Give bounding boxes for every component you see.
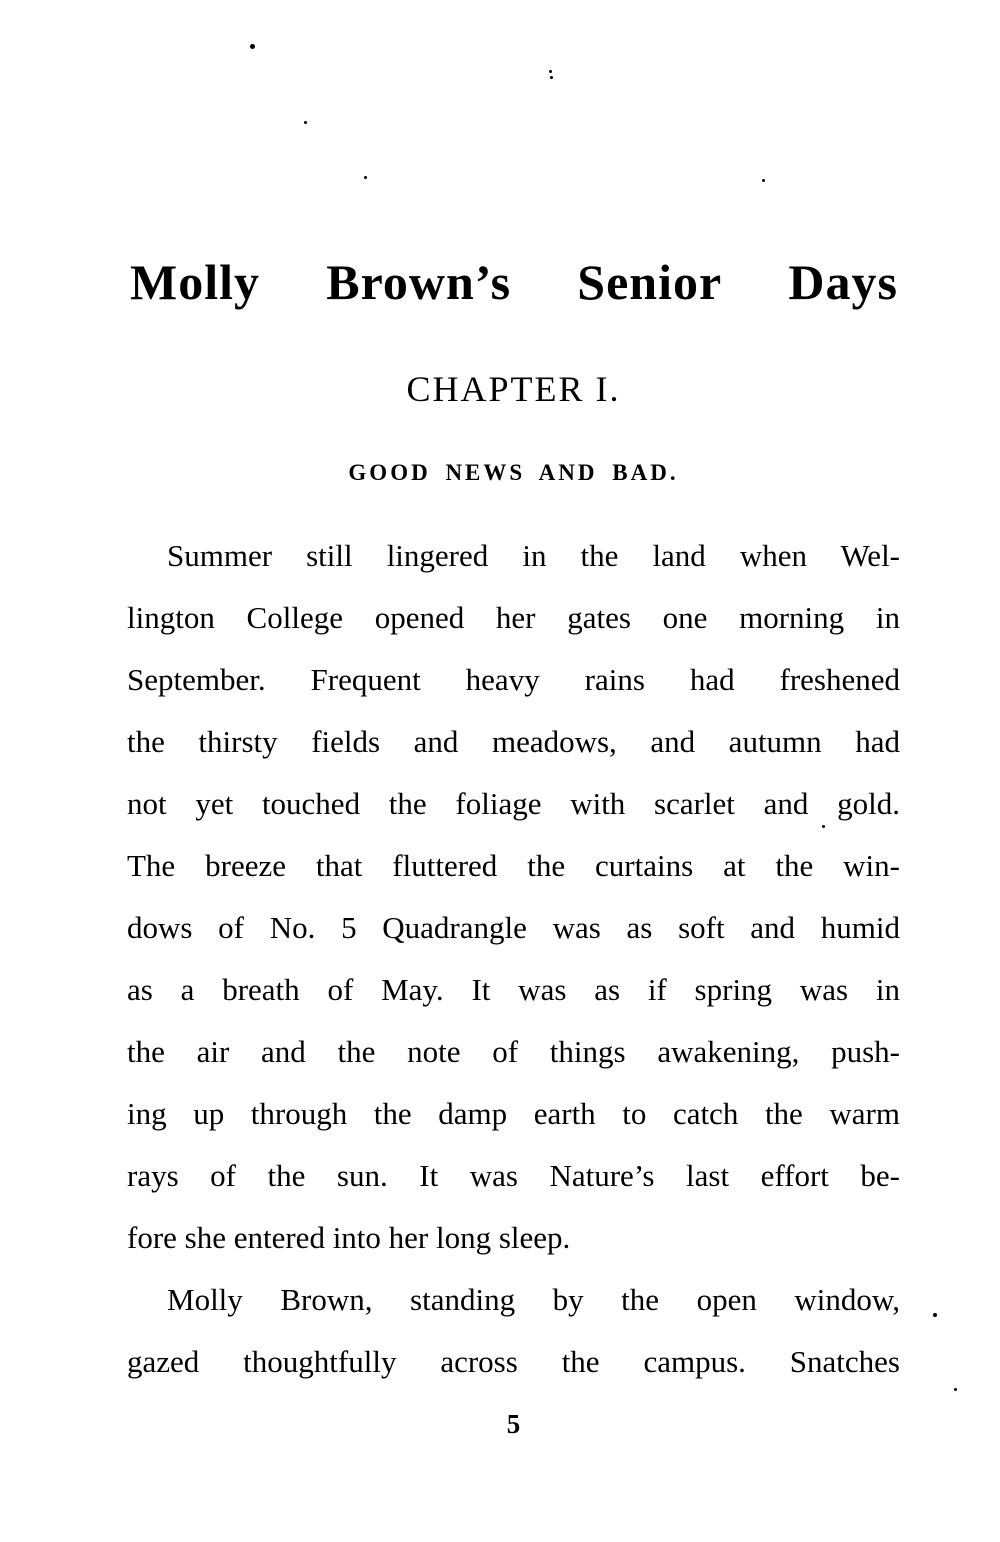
scan-speck bbox=[822, 825, 825, 828]
text-line: not yet touched the foliage with scarlet and gold. bbox=[127, 785, 900, 821]
text-line: Molly Brown, standing by the open window, bbox=[167, 1281, 900, 1317]
scan-speck bbox=[954, 1388, 957, 1391]
book-title-word: Brown’s bbox=[326, 254, 512, 310]
text-line: fore she entered into her long sleep. bbox=[127, 1219, 571, 1255]
page-number: 5 bbox=[506, 1408, 521, 1439]
chapter-heading: CHAPTER I. bbox=[406, 369, 621, 409]
text-line: September. Frequent heavy rains had freshened bbox=[127, 661, 900, 697]
text-line: lington College opened her gates one morning in bbox=[127, 599, 900, 635]
scan-speck bbox=[549, 70, 552, 73]
text-line: dows of No. 5 Quadrangle was as soft and humid bbox=[127, 909, 900, 945]
text-line: ing up through the damp earth to catch the warm bbox=[127, 1095, 900, 1131]
text-line: gazed thoughtfully across the campus. Snatches bbox=[127, 1343, 900, 1379]
body-text bbox=[127, 525, 900, 1393]
section-heading: GOOD NEWS AND BAD. bbox=[348, 459, 679, 485]
text-line: The breeze that fluttered the curtains at the win- bbox=[127, 847, 900, 883]
book-title-word: Senior bbox=[577, 254, 723, 310]
scan-speck bbox=[250, 44, 255, 49]
scan-speck bbox=[304, 121, 307, 124]
book-title-word: Molly bbox=[130, 254, 260, 310]
book-title-word: Days bbox=[788, 254, 898, 310]
text-line: the thirsty fields and meadows, and autumn had bbox=[127, 723, 900, 759]
text-line: as a breath of May. It was as if spring was in bbox=[127, 971, 900, 1007]
text-line: the air and the note of things awakening, push- bbox=[127, 1033, 900, 1069]
text-line: Summer still lingered in the land when Wel- bbox=[167, 537, 900, 573]
text-line: rays of the sun. It was Nature’s last effort be- bbox=[127, 1157, 900, 1193]
scan-speck bbox=[550, 76, 553, 79]
scan-speck bbox=[364, 176, 367, 179]
scan-speck bbox=[762, 179, 765, 182]
scan-speck bbox=[933, 1313, 937, 1317]
book-title bbox=[130, 252, 898, 312]
